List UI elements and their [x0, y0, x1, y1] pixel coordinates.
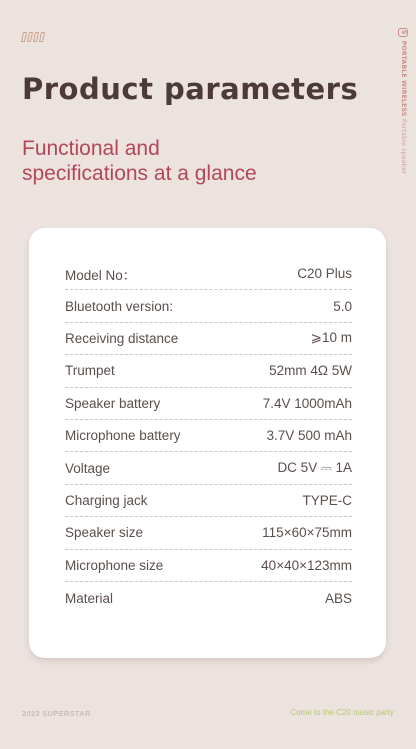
spec-value: DC 5V ⎓ 1A: [277, 460, 352, 476]
spec-value: ABS: [324, 590, 352, 606]
spec-row-model: [65, 258, 352, 290]
spec-value: 115×60×75mm: [262, 525, 352, 541]
spec-label: Model No：: [65, 267, 137, 283]
spec-label: Voltage: [65, 460, 111, 476]
spec-row-bluetooth: [65, 290, 352, 322]
brand-tag-sub: Portable speaker: [400, 118, 407, 174]
spec-row-speaker-size: [65, 517, 352, 549]
spec-label: Microphone size: [65, 557, 164, 573]
spec-row-material: [65, 582, 352, 614]
spec-card: [29, 228, 386, 658]
spec-label: Trumpet: [65, 363, 115, 379]
spec-row-trumpet: [65, 355, 352, 387]
spec-value: 7.4V 1000mAh: [262, 395, 352, 411]
spec-row-microphone-battery: [65, 420, 352, 452]
page-subtitle: [22, 136, 257, 186]
spec-label: Charging jack: [65, 492, 148, 508]
spec-table: [65, 258, 352, 614]
page-title: Product parameters: [22, 72, 359, 106]
spec-label: Receiving distance: [65, 330, 179, 346]
spec-row-charging-jack: [65, 485, 352, 517]
striped-logo-icon: [22, 32, 46, 43]
spec-row-microphone-size: [65, 550, 352, 582]
spec-value: 52mm 4Ω 5W: [269, 363, 352, 379]
subtitle-line-1: Functional and: [22, 137, 160, 160]
spec-value: 5.0: [333, 298, 352, 314]
spec-label: Microphone battery: [65, 428, 181, 444]
spec-label: Bluetooth version:: [65, 298, 174, 314]
spec-value: TYPE-C: [302, 492, 352, 508]
spec-label: Speaker battery: [65, 395, 161, 411]
spec-value: ⩾10 m: [310, 330, 352, 346]
spec-label: Speaker size: [65, 525, 144, 541]
spec-value: 40×40×123mm: [261, 557, 352, 573]
spec-row-distance: [65, 323, 352, 355]
brand-tag-main: PORTABLE WIRELESS: [400, 40, 407, 117]
spec-value: 3.7V 500 mAh: [266, 428, 352, 444]
subtitle-line-2: specifications at a glance: [22, 162, 257, 185]
footer-tagline: Come to the C20 music party: [290, 708, 394, 717]
spec-row-speaker-battery: [65, 388, 352, 420]
spec-row-voltage: [65, 452, 352, 484]
spec-value: C20 Plus: [297, 266, 352, 282]
footer-copyright: 2023 SUPERSTAR: [22, 709, 91, 718]
brand-badge-icon: S: [400, 30, 407, 35]
vertical-brand-tag: [398, 28, 408, 174]
spec-label: Material: [65, 590, 114, 606]
